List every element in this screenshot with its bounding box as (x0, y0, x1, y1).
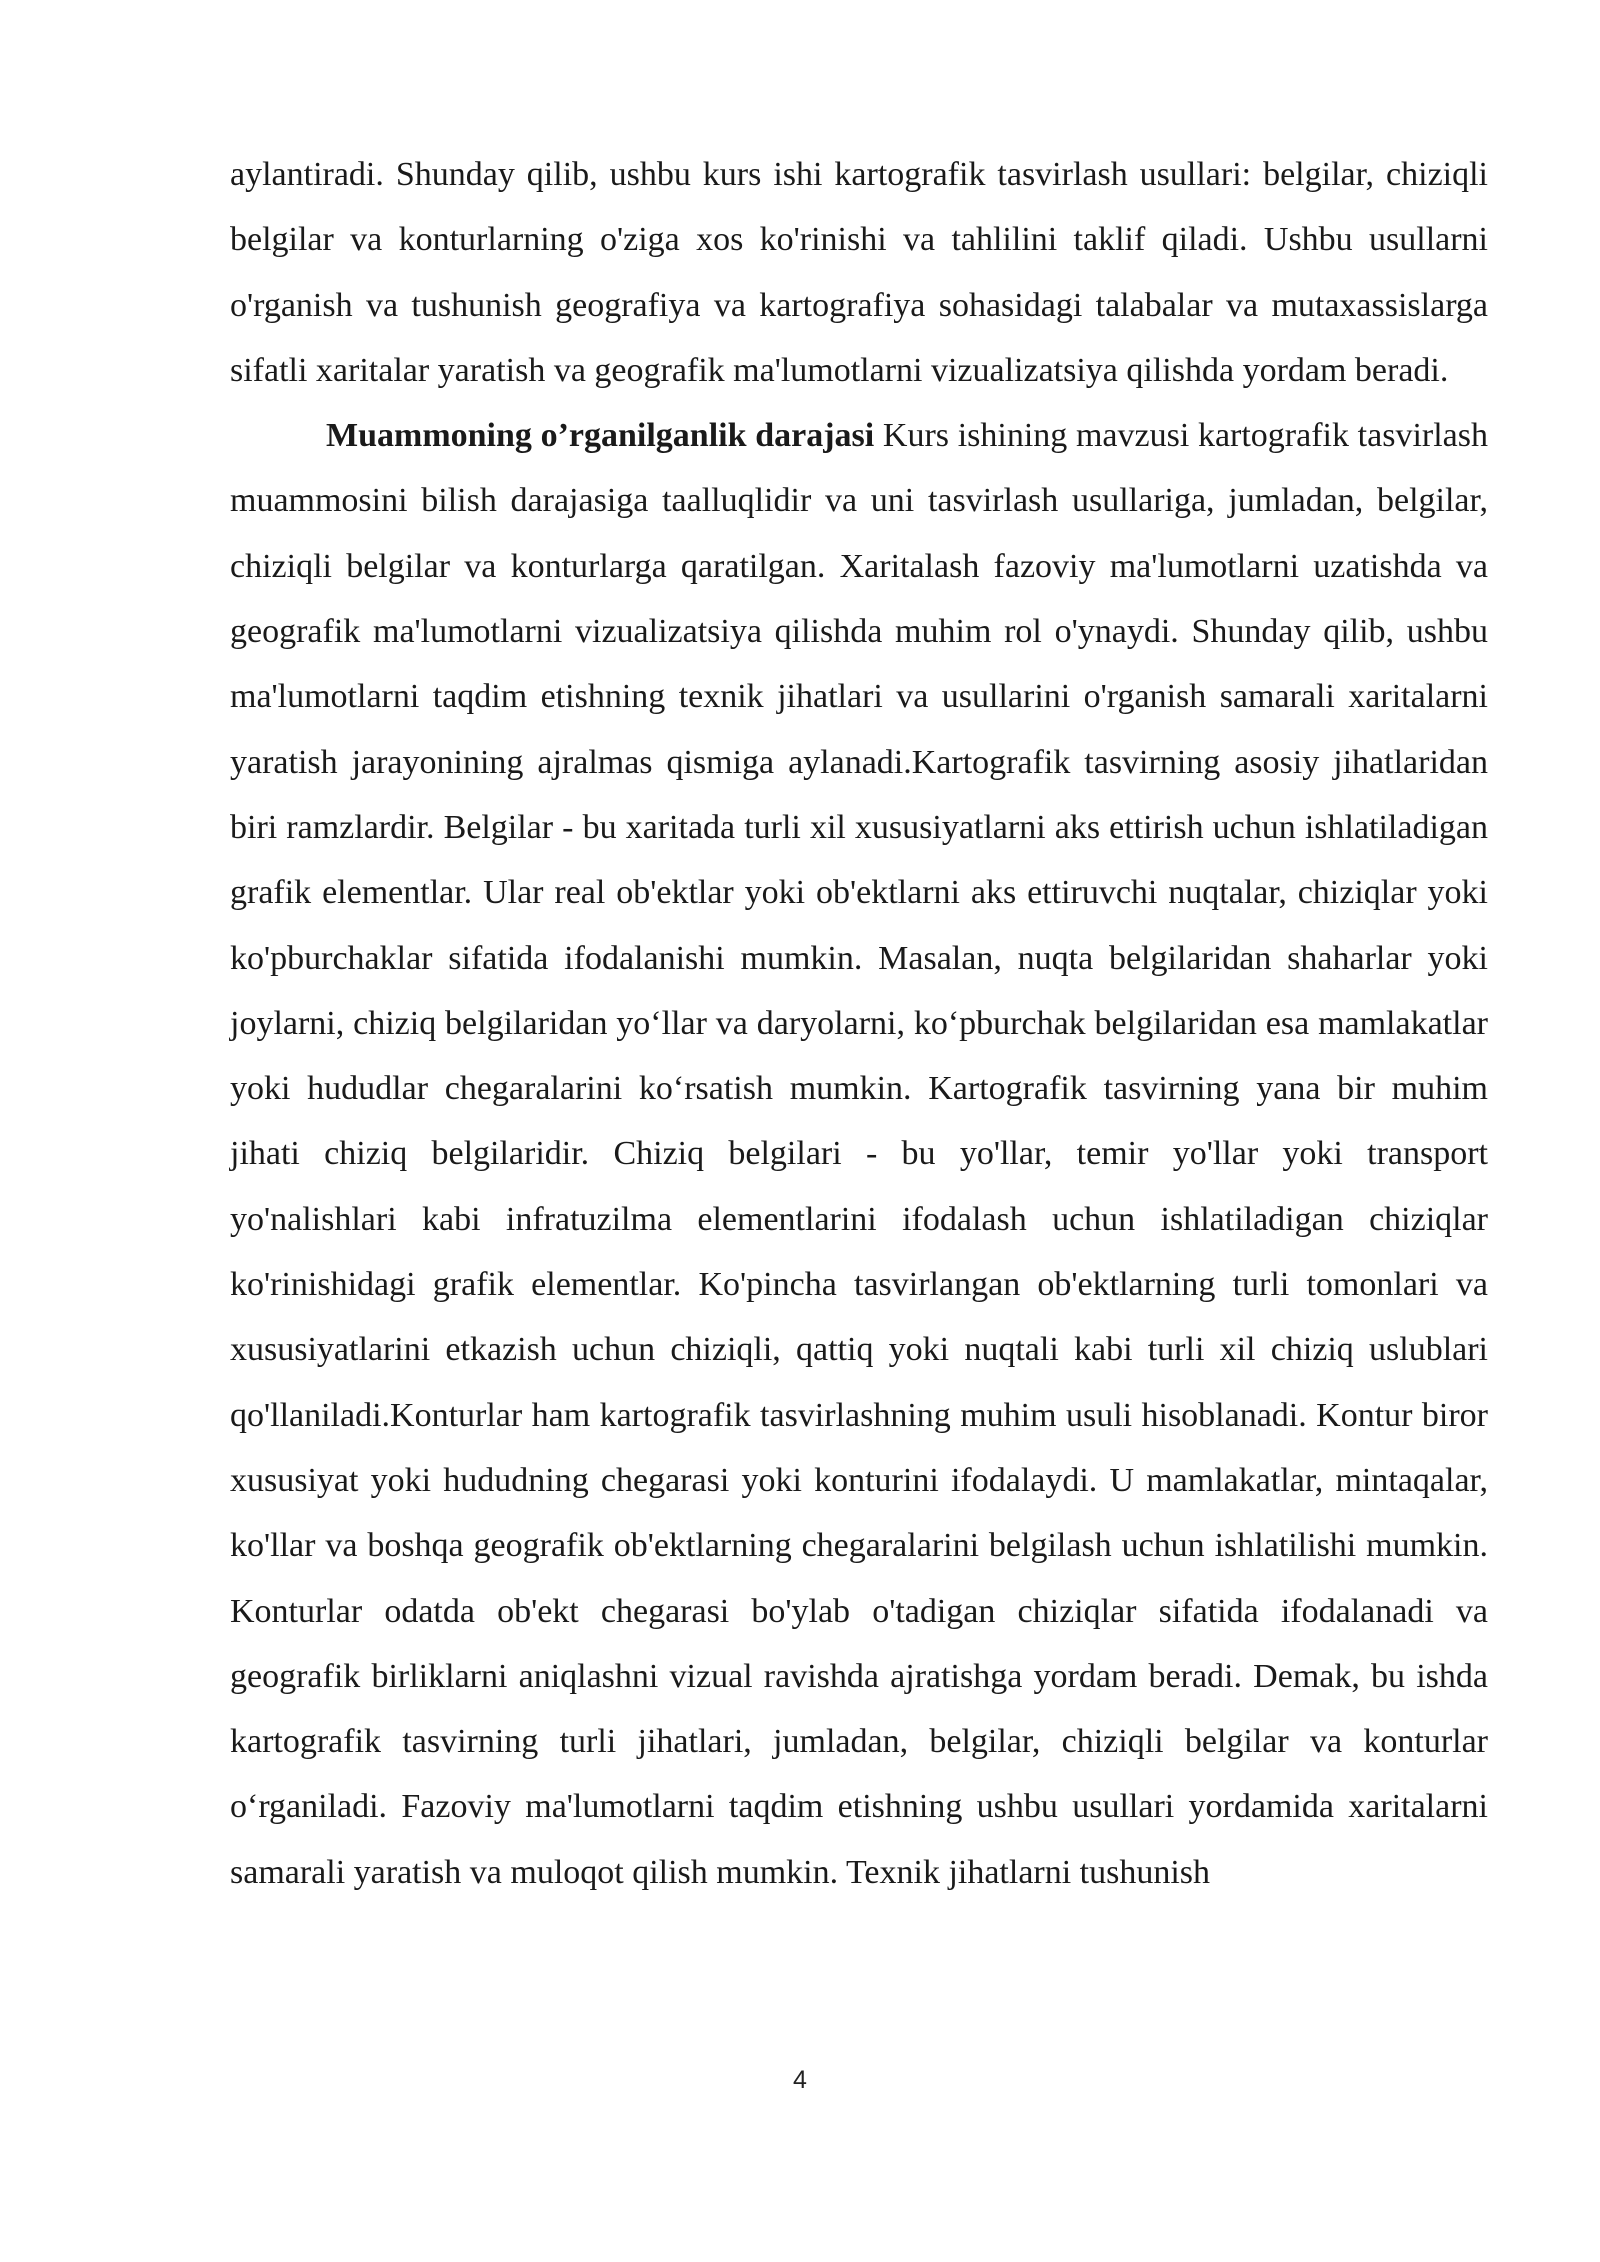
page-number: 4 (793, 2066, 807, 2094)
section-body: Kurs ishining mavzusi kartografik tasvirlash muammosini bilish darajasiga taalluqlidir va uni tasvirlash usullariga, jumladan, belgilar, chiziqli belgilar va konturlarga qaratilgan. Xaritalash fazoviy ma'lumotlarni uzatishda va geografik ma'lumotlarni vizualizatsiya qilishda muhim rol o'ynaydi. Shunday qilib, ushbu ma'lumotlarni taqdim etishning texnik jihatlari va usullarini o'rganish samarali xaritalarni yaratish jarayonining ajralmas qismiga aylanadi.Kartografik tasvirning asosiy jihatlaridan biri ramzlardir. Belgilar - bu xaritada turli xil xususiyatlarni aks ettirish uchun ishlatiladigan grafik elementlar. Ular real ob'ektlar yoki ob'ektlarni aks ettiruvchi nuqtalar, chiziqlar yoki ko'pburchaklar sifatida ifodalanishi mumkin. Masalan, nuqta belgilaridan shaharlar yoki joylarni, chiziq belgilaridan yo‘llar va daryolarni, ko‘pburchak belgilaridan esa mamlakatlar yoki hududlar chegaralarini ko‘rsatish mumkin. Kartografik tasvirning yana bir muhim jihati chiziq belgilaridir. Chiziq belgilari - bu yo'llar, temir yo'llar yoki transport yo'nalishlari kabi infratuzilma elementlarini ifodalash uchun ishlatiladigan chiziqlar ko'rinishidagi grafik elementlar. Ko'pincha tasvirlangan ob'ektlarning turli tomonlari va xususiyatlarini etkazish uchun chiziqli, qattiq yoki nuqtali kabi turli xil chiziq uslublari qo'llaniladi.Konturlar ham kartografik tasvirlashning muhim usuli hisoblanadi. Kontur biror xususiyat yoki hududning chegarasi yoki konturini ifodalaydi. U mamlakatlar, mintaqalar, ko'llar va boshqa geografik ob'ektlarning chegaralarini belgilash uchun ishlatilishi mumkin. Konturlar odatda ob'ekt chegarasi bo'ylab o'tadigan chiziqlar sifatida ifodalanadi va geografik birliklarni aniqlashni vizual ravishda ajratishga yordam beradi. Demak, bu ishda kartografik tasvirning turli jihatlari, jumladan, belgilar, chiziqli belgilar va konturlar o‘rganiladi. Fazoviy ma'lumotlarni taqdim etishning ushbu usullari yordamida xaritalarni samarali yaratish va muloqot qilish mumkin. Texnik jihatlarni tushunish (230, 417, 1488, 1891)
body-text (230, 142, 1488, 1905)
paragraph-section (230, 403, 1488, 1905)
paragraph-continued: aylantiradi. Shunday qilib, ushbu kurs ishi kartografik tasvirlash usullari: belgilar, chiziqli belgilar va konturlarning o'ziga xos ko'rinishi va tahlilini taklif qiladi. Ushbu usullarni o'rganish va tushunish geografiya va kartografiya sohasidagi talabalar va mutaxassislarga sifatli xaritalar yaratish va geografik ma'lumotlarni vizualizatsiya qilishda yordam beradi. (230, 156, 1488, 389)
section-heading: Muammoning o’rganilganlik darajasi (326, 417, 875, 455)
